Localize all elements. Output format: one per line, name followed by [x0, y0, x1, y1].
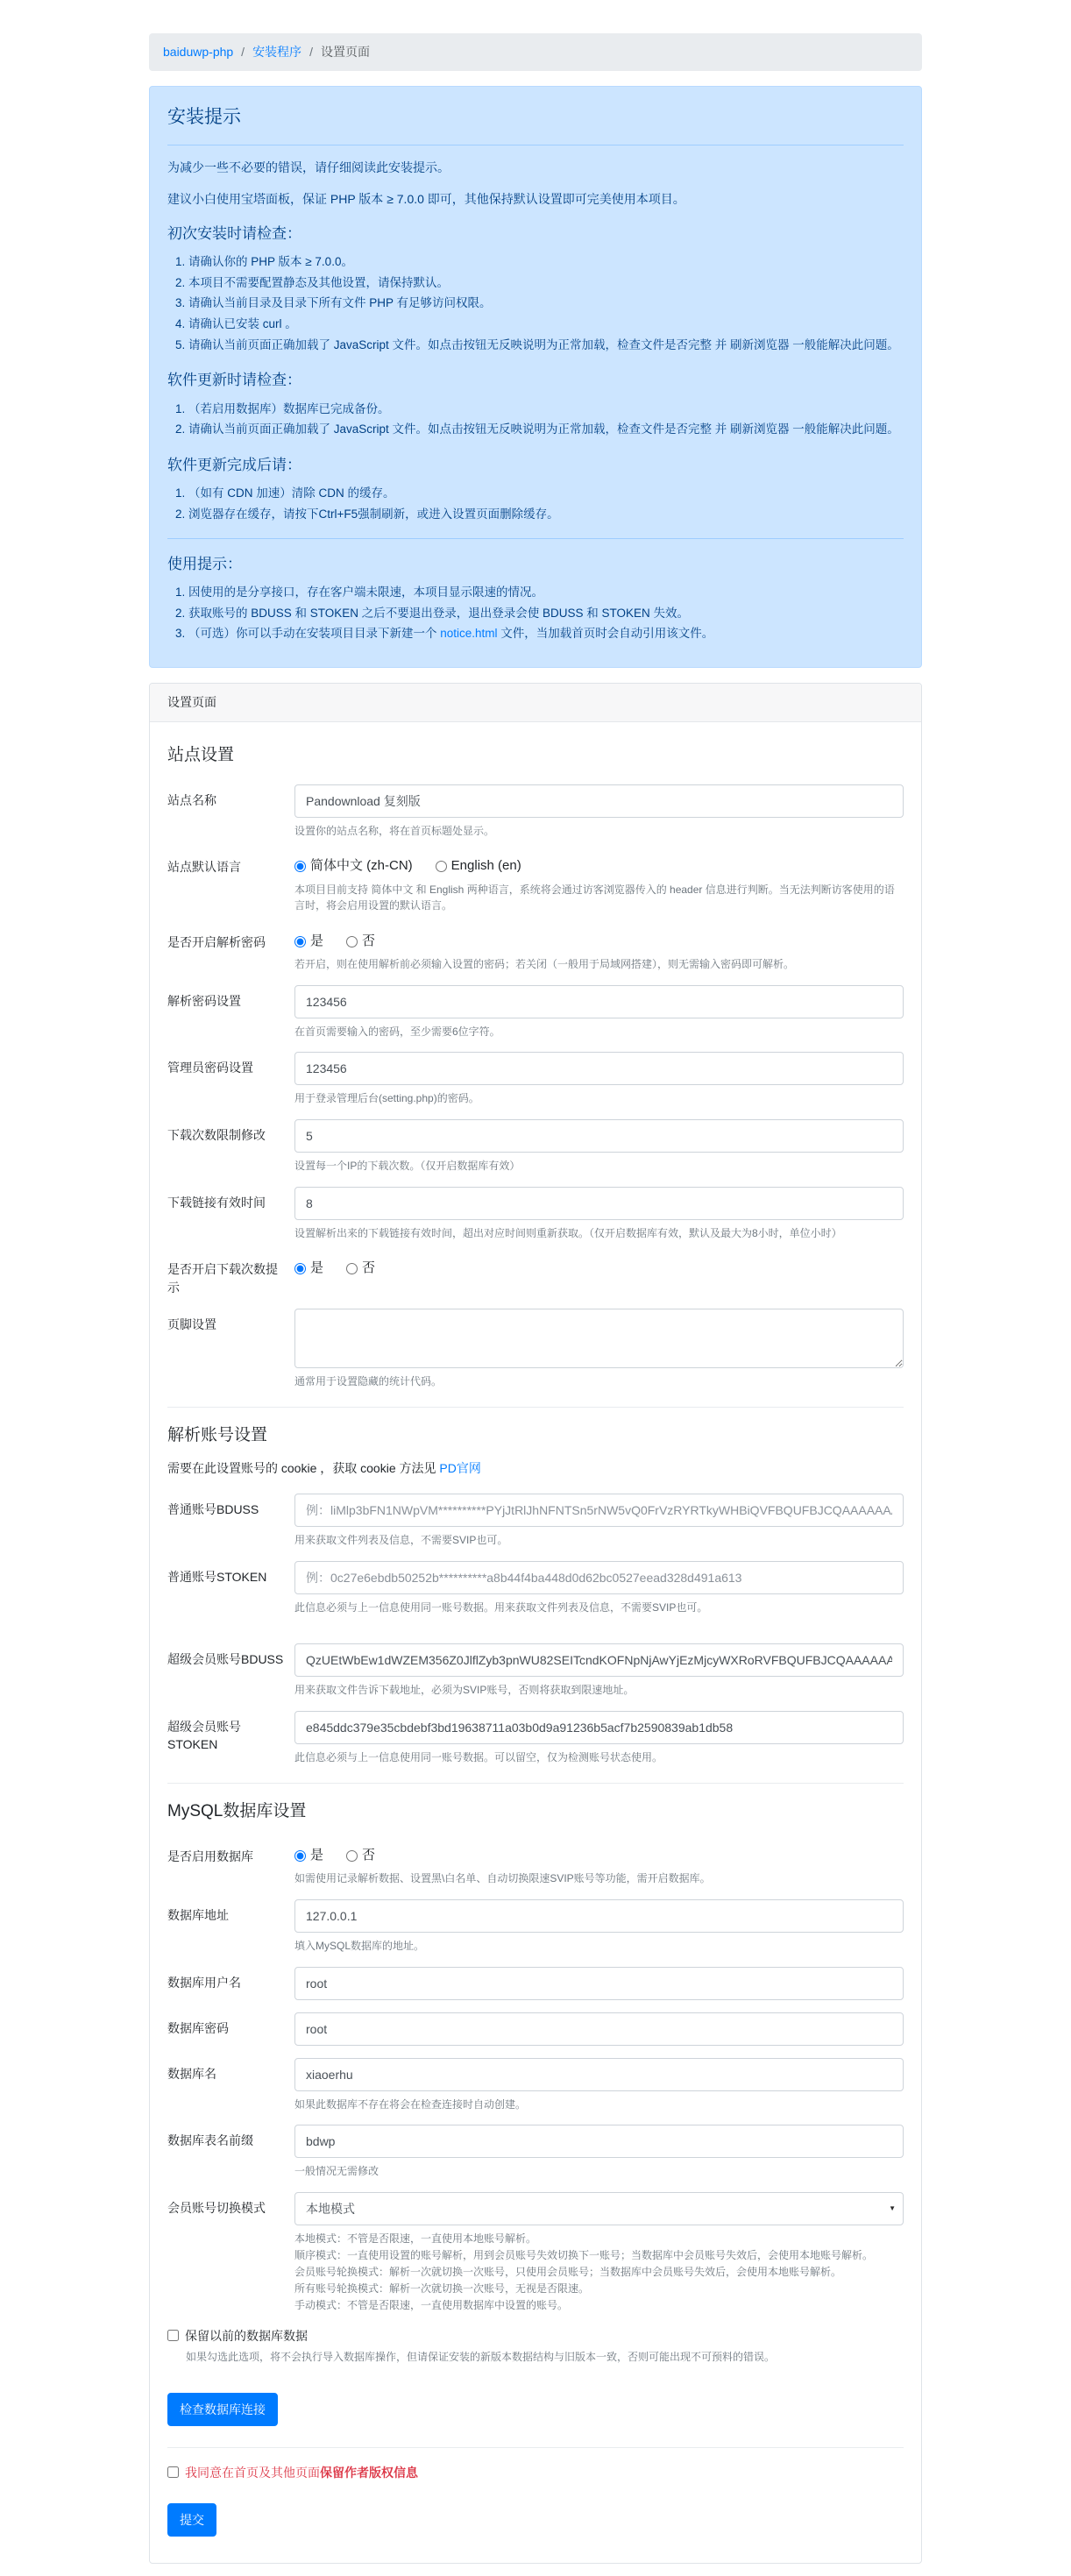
section-divider	[167, 1407, 904, 1408]
field-label: 下载次数限制修改	[167, 1128, 266, 1143]
enable-db-yes-radio[interactable]	[294, 1850, 306, 1862]
radio-option-zh-cn[interactable]	[294, 856, 413, 876]
enable-db-no-radio[interactable]	[346, 1850, 358, 1862]
radio-label: 是	[310, 1847, 324, 1863]
install-tips-alert	[149, 86, 922, 668]
list-item: 1. 因使用的是分享接口，存在客户端未限速，本项目显示限速的情况。	[188, 582, 904, 603]
db-user-input[interactable]	[294, 1967, 904, 2000]
field-label: 是否启用数据库	[167, 1849, 253, 1863]
list-item: 1. 请确认你的 PHP 版本 ≥ 7.0.0。	[188, 252, 904, 273]
form-row-parse-password	[167, 985, 904, 1040]
field-help: 用来获取文件列表及信息，不需要SVIP也可。	[294, 1533, 508, 1546]
form-row-parse-password-toggle	[167, 926, 904, 973]
alert-title: 安装提示	[167, 107, 241, 127]
field-help: 此信息必须与上一信息使用同一账号数据。可以留空，仅为检测账号状态使用。	[294, 1750, 663, 1763]
field-label: 超级会员账号STOKEN	[167, 1719, 241, 1752]
mysql-settings-heading: MySQL数据库设置	[167, 1802, 307, 1821]
form-row-bduss	[167, 1494, 904, 1549]
form-row-db-password	[167, 2012, 904, 2046]
form-row-svip-stoken	[167, 1711, 904, 1766]
list-item: 2. 浏览器存在缓存，请按下Ctrl+F5强制刷新，或进入设置页面删除缓存。	[188, 504, 904, 525]
radio-label: 简体中文 (zh-CN)	[310, 858, 413, 874]
alert-divider	[167, 538, 904, 539]
form-row-link-valid-time	[167, 1187, 904, 1242]
page-container	[149, 0, 922, 2576]
form-row-vip-mode	[167, 2192, 904, 2315]
field-label: 数据库密码	[167, 2020, 229, 2035]
field-help: 如果此数据库不存在将会在检查连接时自动创建。	[294, 2097, 527, 2111]
section-divider	[167, 1783, 904, 1784]
field-label: 是否开启解析密码	[167, 934, 266, 949]
list-item: 2. 获取账号的 BDUSS 和 STOKEN 之后不要退出登录，退出登录会使 BDUSS 和 STOKEN 失效。	[188, 603, 904, 624]
radio-label: 否	[362, 933, 376, 948]
bduss-input[interactable]	[294, 1494, 904, 1527]
field-help: 设置每一个IP的下载次数。（仅开启数据库有效）	[294, 1160, 521, 1173]
form-row-db-prefix	[167, 2125, 904, 2180]
radio-label: 否	[362, 1847, 376, 1863]
download-tip-no-radio[interactable]	[346, 1263, 358, 1274]
radio-label: 是	[310, 933, 324, 948]
field-label: 是否开启下载次数提示	[167, 1262, 278, 1295]
field-help: 若开启，则在使用解析前必须输入设置的密码；若关闭（一般用于局域网搭建），则无需输入密码即可解析。	[294, 958, 795, 971]
field-label: 站点名称	[167, 792, 216, 807]
svip-stoken-input[interactable]	[294, 1711, 904, 1744]
zh-cn-radio[interactable]	[294, 861, 306, 872]
field-label: 下载链接有效时间	[167, 1195, 266, 1210]
field-label: 页脚设置	[167, 1316, 216, 1331]
chevron-down-icon: ▼	[889, 2203, 896, 2212]
db-name-input[interactable]	[294, 2058, 904, 2091]
radio-option-no[interactable]	[346, 932, 375, 952]
alert-section-heading-after-update: 软件更新完成后请：	[167, 456, 301, 473]
help-line: 本地模式：不管是否限速，一直使用本地账号解析。	[294, 2232, 537, 2245]
db-host-input[interactable]	[294, 1899, 904, 1933]
field-help: 此信息必须与上一信息使用同一账号数据。用来获取文件列表及信息，不需要SVIP也可。	[294, 1600, 708, 1614]
breadcrumb-separator: /	[309, 45, 313, 59]
language-radio-group	[294, 851, 904, 876]
field-label: 解析密码设置	[167, 993, 241, 1008]
db-prefix-input[interactable]	[294, 2125, 904, 2158]
parse-password-no-radio[interactable]	[346, 936, 358, 947]
form-row-stoken	[167, 1561, 904, 1616]
field-help: 设置解析出来的下载链接有效时间，超出对应时间则重新获取。（仅开启数据库有效，默认及最大为8小时，单位小时）	[294, 1226, 842, 1239]
settings-card	[149, 683, 922, 2564]
keep-db-data-checkbox[interactable]	[167, 2330, 179, 2341]
form-row-db-user	[167, 1967, 904, 2000]
svip-bduss-input[interactable]	[294, 1643, 904, 1677]
form-row-db-host	[167, 1899, 904, 1955]
alert-intro-1: 为减少一些不必要的错误，请仔细阅读此安装提示。	[167, 160, 450, 174]
field-help: 本项目目前支持 简体中文 和 English 两种语言，系统将会通过访客浏览器传入的 header 信息进行判断。当无法判断访客使用的语言时，将会启用设置的默认语言。	[294, 883, 895, 912]
list-item: 2. 请确认当前页面正确加载了 JavaScript 文件。如点击按钮无反映说明为正常加载，检查文件是否完整 并 刷新浏览器 一般能解决此问题。	[188, 419, 904, 440]
usage-tip-3-text: （可选）你可以手动在安装项目目录下新建一个	[188, 627, 441, 641]
alert-section-heading-update-check: 软件更新时请检查：	[167, 372, 301, 389]
breadcrumb	[149, 33, 922, 71]
account-settings-desc	[167, 1459, 904, 1478]
help-line: 所有账号轮换模式：解析一次就切换一次账号，无视是否限速。	[294, 2282, 590, 2296]
copyright-agree-checkbox[interactable]	[167, 2466, 179, 2478]
help-line: 顺序模式：一直使用设置的账号解析，用到会员账号失效切换下一账号；当数据库中会员账号失效后，会使用本地账号解析。	[294, 2248, 874, 2261]
field-help: 通常用于设置隐藏的统计代码。	[294, 1374, 443, 1387]
field-label: 超级会员账号BDUSS	[167, 1652, 284, 1667]
help-line: 会员账号轮换模式：解析一次就切换一次账号，只使用会员账号；当数据库中会员账号失效后，会使用本地账号解析。	[294, 2266, 842, 2279]
list-item: 4. 请确认已安装 curl 。	[188, 314, 904, 335]
agree-text-bold: 保留作者版权信息	[320, 2466, 418, 2480]
form-row-enable-db	[167, 1841, 904, 1887]
field-help: 在首页需要输入的密码，至少需要6位字符。	[294, 1025, 500, 1038]
account-settings-heading: 解析账号设置	[167, 1426, 268, 1445]
download-limit-input[interactable]	[294, 1119, 904, 1153]
stoken-input[interactable]	[294, 1561, 904, 1594]
keep-db-data-label: 保留以前的数据库数据	[185, 2328, 308, 2343]
breadcrumb-link-installer[interactable]: 安装程序	[252, 45, 302, 59]
field-label: 数据库地址	[167, 1907, 229, 1922]
after-update-checklist	[167, 483, 904, 524]
form-row-footer-setting	[167, 1309, 904, 1390]
copyright-agree-label	[185, 2464, 418, 2482]
submit-button[interactable]: 提交	[167, 2503, 216, 2537]
form-row-site-name	[167, 784, 904, 840]
parse-password-yes-radio[interactable]	[294, 936, 306, 947]
radio-label: English (en)	[450, 858, 521, 874]
radio-option-yes[interactable]	[294, 1259, 323, 1279]
admin-password-input[interactable]	[294, 1052, 904, 1085]
radio-label: 是	[310, 1260, 324, 1276]
site-name-input[interactable]	[294, 784, 904, 818]
field-label: 数据库名	[167, 2066, 216, 2081]
usage-tip-3-text: 文件，当加载首页时会自动引用该文件。	[497, 627, 714, 641]
field-label: 会员账号切换模式	[167, 2200, 266, 2215]
field-help: 用来获取文件告诉下载地址，必须为SVIP账号，否则将获取到限速地址。	[294, 1684, 635, 1697]
radio-option-yes[interactable]	[294, 932, 323, 952]
breadcrumb-current: 设置页面	[320, 45, 370, 59]
field-label: 普通账号BDUSS	[167, 1501, 259, 1516]
field-label: 普通账号STOKEN	[167, 1569, 267, 1584]
form-row-download-limit	[167, 1119, 904, 1174]
card-body	[150, 722, 921, 2563]
download-tip-radio-group	[294, 1253, 904, 1279]
field-help: 填入MySQL数据库的地址。	[294, 1939, 425, 1952]
field-label: 数据库用户名	[167, 1975, 241, 1990]
footer-setting-textarea[interactable]	[294, 1309, 904, 1368]
list-item: 3. 请确认当前目录及目录下所有文件 PHP 有足够访问权限。	[188, 293, 904, 314]
keep-db-data-help: 如果勾选此选项，将不会执行导入数据库操作，但请保证安装的新版本数据结构与旧版本一致，否则可能出现不可预料的错误。	[186, 2350, 776, 2363]
radio-option-yes[interactable]	[294, 1846, 323, 1866]
link-valid-time-input[interactable]	[294, 1187, 904, 1220]
check-db-connection-button[interactable]: 检查数据库连接	[167, 2393, 278, 2426]
first-install-checklist	[167, 252, 904, 355]
form-row-db-name	[167, 2058, 904, 2113]
copyright-agree-checkbox-row[interactable]	[167, 2464, 904, 2482]
field-label: 站点默认语言	[167, 860, 241, 875]
parse-password-radio-group	[294, 926, 904, 952]
keep-db-data-checkbox-row[interactable]	[167, 2327, 904, 2345]
enable-db-radio-group	[294, 1841, 904, 1866]
list-item: 5. 请确认当前页面正确加载了 JavaScript 文件。如点击按钮无反映说明为正常加载，检查文件是否完整 并 刷新浏览器 一般能解决此问题。	[188, 335, 904, 356]
update-checklist	[167, 399, 904, 440]
pd-official-site-link[interactable]: PD官网	[439, 1460, 481, 1475]
form-row-admin-password	[167, 1052, 904, 1107]
field-help: 设置你的站点名称，将在首页标题处显示。	[294, 824, 495, 837]
form-row-download-tip-toggle	[167, 1253, 904, 1296]
field-help: 一般情况无需修改	[294, 2165, 379, 2178]
radio-label: 否	[362, 1260, 376, 1276]
site-settings-heading: 站点设置	[167, 746, 235, 764]
usage-tips-list	[167, 582, 904, 644]
field-help: 如需使用记录解析数据、设置黑\白名单、自动切换限速SVIP账号等功能，需开启数据库。	[294, 1872, 711, 1885]
list-item: 1. （若启用数据库）数据库已完成备份。	[188, 399, 904, 420]
field-label: 数据库表名前缀	[167, 2133, 253, 2148]
radio-option-en[interactable]	[436, 856, 521, 876]
notice-html-link[interactable]: notice.html	[440, 627, 498, 641]
en-radio[interactable]	[436, 861, 447, 872]
db-password-input[interactable]	[294, 2012, 904, 2046]
desc-text: 需要在此设置账号的 cookie ，获取 cookie 方法见	[167, 1460, 440, 1475]
alert-intro-2: 建议小白使用宝塔面板，保证 PHP 版本 ≥ 7.0.0 即可，其他保持默认设置即可完美使用本项目。	[167, 191, 685, 206]
card-header: 设置页面	[150, 684, 921, 722]
vip-mode-help	[294, 2231, 904, 2315]
list-item: 2. 本项目不需要配置静态及其他设置，请保持默认。	[188, 273, 904, 294]
download-tip-yes-radio[interactable]	[294, 1263, 306, 1274]
agree-text: 我同意在首页及其他页面	[185, 2466, 320, 2480]
parse-password-input[interactable]	[294, 985, 904, 1018]
help-line: 手动模式：不管是否限速，一直使用数据库中设置的账号。	[294, 2299, 569, 2312]
alert-section-heading-first-install: 初次安装时请检查：	[167, 224, 301, 242]
form-row-default-language	[167, 851, 904, 914]
list-item: 1. （如有 CDN 加速）清除 CDN 的缓存。	[188, 483, 904, 504]
alert-section-heading-usage-tips: 使用提示：	[167, 555, 242, 572]
field-label: 管理员密码设置	[167, 1061, 253, 1075]
radio-option-no[interactable]	[346, 1259, 375, 1279]
form-row-svip-bduss	[167, 1643, 904, 1699]
section-divider	[167, 2447, 904, 2448]
breadcrumb-link-baiduwp-php[interactable]: baiduwp-php	[163, 45, 234, 59]
radio-option-no[interactable]	[346, 1846, 375, 1866]
vip-mode-select[interactable]	[294, 2192, 904, 2225]
list-item	[188, 623, 904, 644]
breadcrumb-separator: /	[241, 45, 245, 59]
field-help: 用于登录管理后台(setting.php)的密码。	[294, 1092, 479, 1105]
